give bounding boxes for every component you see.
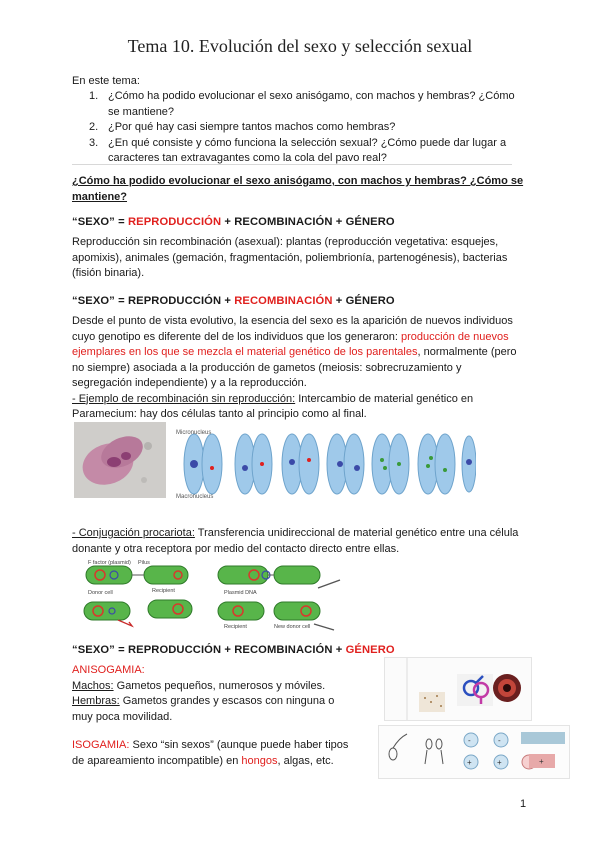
svg-text:+: + bbox=[467, 758, 472, 767]
label-f-factor: F factor (plasmid) bbox=[88, 560, 131, 566]
list-item-text: ¿Cómo ha podido evolucionar el sexo anisógamo, con machos y hembras? ¿Cómo bbox=[108, 90, 515, 102]
label-pilus: Pilus bbox=[138, 560, 150, 566]
anisogamy-figure bbox=[384, 657, 532, 721]
question-list bbox=[89, 89, 529, 167]
paragraph-conjugation: - Conjugación procariota: Transferencia unidireccional de material genético entre una célula donante y otra receptora por medio del contacto directo entre ellas. bbox=[72, 527, 519, 555]
anisogamy-illustration bbox=[385, 658, 531, 720]
intro-text: En este tema: bbox=[72, 75, 140, 87]
list-number: 1. bbox=[89, 90, 99, 102]
list-item bbox=[89, 136, 529, 167]
formula-genero: “SEXO” = REPRODUCCIÓN + RECOMBINACIÓN + GÉNERO bbox=[72, 644, 395, 656]
paramecium-sequence bbox=[172, 424, 476, 500]
label-plasmid: Plasmid DNA bbox=[224, 590, 257, 596]
highlight-term: REPRODUCCIÓN bbox=[127, 216, 222, 228]
svg-text:+: + bbox=[497, 758, 502, 767]
page-number: 1 bbox=[520, 798, 527, 810]
svg-text:-: - bbox=[498, 736, 501, 745]
label-micronucleus: Micronucleus bbox=[176, 430, 212, 436]
list-item-text: ¿Por qué hay casi siempre tantos machos como hembras? bbox=[108, 121, 396, 133]
paragraph-isogamia: ISOGAMIA: Sexo “sin sexos” (aunque puede haber tipos de apareamiento incompatible) en hongos, algas, etc. bbox=[72, 739, 349, 767]
label-macronucleus: Macronucleus bbox=[176, 494, 214, 500]
bacteria-conjugation-diagram bbox=[78, 558, 428, 632]
divider bbox=[72, 164, 512, 165]
list-item-text: caracteres tan extravagantes como la cola del pavo real? bbox=[108, 152, 387, 164]
section-heading-line: mantiene? bbox=[72, 190, 128, 203]
section-heading bbox=[72, 174, 532, 205]
highlight-term: GÉNERO bbox=[345, 644, 395, 656]
formula-recombinacion: “SEXO” = REPRODUCCIÓN + RECOMBINACIÓN + GÉNERO bbox=[72, 295, 395, 307]
paragraph-gender: ANISOGAMIA: Machos: Gametos pequeños, numerosos y móviles. Hembras: Gametos grandes y escasos con ninguna o muy poca movilidad. bbox=[72, 664, 335, 723]
paragraph-recombination: Desde el punto de vista evolutivo, la esencia del sexo es la aparición de nuevos individuos cuyo genotipo es diferente del de los individuos que los generaron: producción de nuevos ejemplares en los que se mezcla el material genético de los parentales, normalmente (pero no siempre) asociada a la producción de gametos (meiosis: sobrecruzamiento y segregación independiente) y a la reproducción. - Ejemplo de recombinación sin reproducción: Intercambio de material genético en Paramecium: hay dos células tanto al principio como al final. bbox=[72, 315, 517, 420]
list-number: 2. bbox=[89, 121, 99, 133]
isogamy-illustration bbox=[379, 726, 569, 778]
list-item-text: ¿En qué consiste y cómo funciona la selección sexual? ¿Cómo puede dar lugar a bbox=[108, 136, 507, 149]
term-anisogamia: ANISOGAMIA: bbox=[72, 664, 145, 676]
list-number: 3. bbox=[89, 136, 99, 149]
section-heading-line: ¿Cómo ha podido evolucionar el sexo anisógamo, con machos y hembras? ¿Cómo se bbox=[72, 175, 524, 187]
micrograph-image bbox=[74, 422, 166, 498]
isogamy-figure bbox=[378, 725, 570, 779]
label-recipient-2: Recipient bbox=[224, 624, 247, 630]
bacteria-illustration bbox=[78, 558, 428, 632]
term-isogamia: ISOGAMIA: bbox=[72, 739, 130, 751]
list-item bbox=[89, 120, 529, 136]
paramecium-diagram bbox=[172, 424, 476, 500]
svg-text:+: + bbox=[539, 757, 544, 766]
svg-text:-: - bbox=[468, 736, 471, 745]
paragraph-asexual: Reproducción sin recombinación (asexual): plantas (reproducción vegetativa: esquejes, apomixis), animales (gemación, fragmentación, poliembrionía, partenogénesis), bacterias (fisión binaria). bbox=[72, 236, 508, 279]
list-item bbox=[89, 89, 529, 120]
label-new-donor: New donor cell bbox=[274, 624, 311, 630]
formula-reproduccion: “SEXO” = REPRODUCCIÓN + RECOMBINACIÓN + GÉNERO bbox=[72, 216, 395, 228]
highlight-term: RECOMBINACIÓN bbox=[234, 295, 333, 307]
paramecium-micrograph bbox=[74, 422, 166, 498]
label-recipient: Recipient bbox=[152, 588, 175, 594]
label-donor: Donor cell bbox=[88, 590, 113, 596]
list-item-text: se mantiene? bbox=[108, 105, 175, 118]
page-title: Tema 10. Evolución del sexo y selección sexual bbox=[127, 36, 473, 56]
